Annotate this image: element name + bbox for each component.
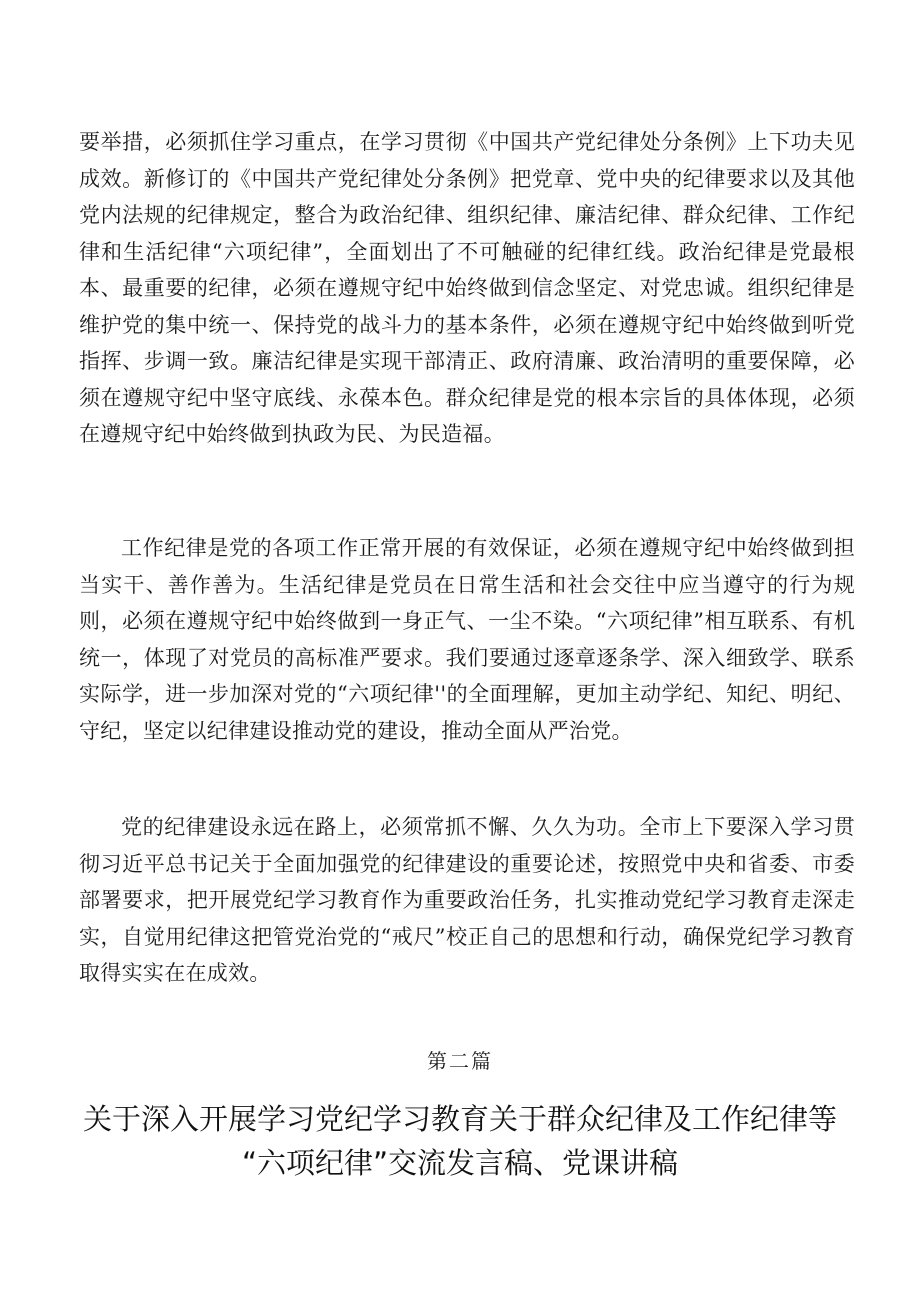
body-paragraph-2: 工作纪律是党的各项工作正常开展的有效保证，必须在遵规守纪中始终做到担当实干、善作善为。生活纪律是党员在日常生活和社会交往中应当遵守的行为规则，必须在遵规守纪中始终做到一身正气、一尘不染。“六项纪律”相互联系、有机统一，体现了对党员的高标准严要求。我们要通过逐章逐条学、深入细致学、联系实际学，进一步加深对党的“六项纪律''的全面理解，更加主动学纪、知纪、明纪、守纪，坚定以纪律建设推动党的建设，推动全面从严治党。 [79, 536, 855, 743]
body-paragraph-3: 党的纪律建设永远在路上，必须常抓不懈、久久为功。全市上下要深入学习贯彻习近平总书记关于全面加强党的纪律建设的重要论述，按照党中央和省委、市委部署要求，把开展党纪学习教育作为重要政治任务，扎实推动党纪学习教育走深走实，自觉用纪律这把管党治党的“戒尺”校正自己的思想和行动，确保党纪学习教育取得实实在在成效。 [79, 815, 855, 985]
article-title-line-2: “六项纪律”交流发言稿、党课讲稿 [241, 1146, 679, 1180]
section-label: 第二篇 [427, 1049, 493, 1073]
article-title-line-1: 关于深入开展学习党纪学习教育关于群众纪律及工作纪律等 [82, 1102, 837, 1136]
body-paragraph-1: 要举措，必须抓住学习重点，在学习贯彻《中国共产党纪律处分条例》上下功夫见成效。新修订的《中国共产党纪律处分条例》把党章、党中央的纪律要求以及其他党内法规的纪律规定，整合为政治纪律、组织纪律、廉洁纪律、群众纪律、工作纪律和生活纪律“六项纪律”，全面划出了不可触碰的纪律红线。政治纪律是党最根本、最重要的纪律，必须在遵规守纪中始终做到信念坚定、对党忠诚。组织纪律是维护党的集中统一、保持党的战斗力的基本条件，必须在遵规守纪中始终做到听党指挥、步调一致。廉洁纪律是实现干部清正、政府清廉、政治清明的重要保障，必须在遵规守纪中坚守底线、永葆本色。群众纪律是党的根本宗旨的具体体现，必须在遵规守纪中始终做到执政为民、为民造福。 [79, 130, 855, 446]
